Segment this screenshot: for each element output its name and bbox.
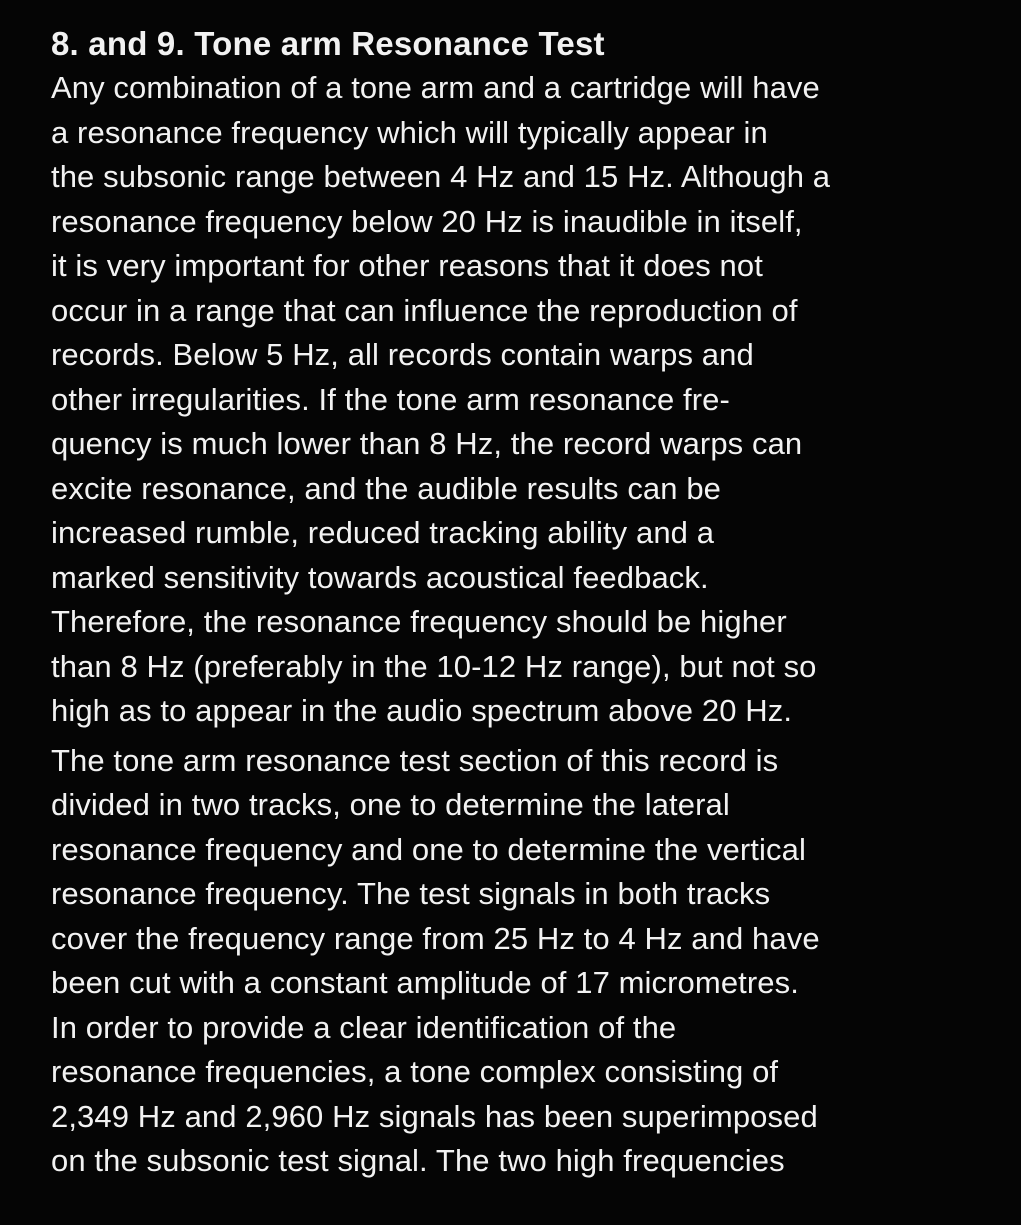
text-line: than 8 Hz (preferably in the 10-12 Hz range), but not so xyxy=(51,648,817,684)
text-line: it is very important for other reasons that it does not xyxy=(51,248,763,283)
text-line: quency is much lower than 8 Hz, the record warps can xyxy=(51,426,803,461)
text-line: high as to appear in the audio spectrum above 20 Hz. xyxy=(51,693,793,728)
text-line: Therefore, the resonance frequency should be higher xyxy=(51,604,787,639)
text-line: resonance frequency. The test signals in both tracks xyxy=(51,876,771,911)
text-line: the subsonic range between 4 Hz and 15 Hz. Although a xyxy=(51,159,831,194)
text-line: excite resonance, and the audible results can be xyxy=(51,470,722,506)
text-line: resonance frequencies, a tone complex consisting of xyxy=(51,1054,779,1089)
text-line: divided in two tracks, one to determine the lateral xyxy=(51,787,730,822)
text-line: 2,349 Hz and 2,960 Hz signals has been superimposed xyxy=(51,1098,818,1134)
document-page xyxy=(51,22,1001,1184)
text-line: marked sensitivity towards acoustical feedback. xyxy=(51,559,709,595)
text-line: resonance frequency and one to determine the vertical xyxy=(51,831,806,867)
text-line: occur in a range that can influence the reproduction of xyxy=(51,292,798,328)
text-line: cover the frequency range from 25 Hz to 4 Hz and have xyxy=(51,920,820,956)
section-heading: 8. and 9. Tone arm Resonance Test xyxy=(51,25,605,62)
text-line: The tone arm resonance test section of this record is xyxy=(51,742,779,778)
text-line: In order to provide a clear identification of the xyxy=(51,1009,677,1045)
text-line: resonance frequency below 20 Hz is inaudible in itself, xyxy=(51,203,803,239)
text-line: Any combination of a tone arm and a cartridge will have xyxy=(51,70,820,105)
text-line: a resonance frequency which will typically appear in xyxy=(51,114,768,150)
text-line: records. Below 5 Hz, all records contain warps and xyxy=(51,337,754,372)
text-line: increased rumble, reduced tracking ability and a xyxy=(51,515,715,550)
text-line: been cut with a constant amplitude of 17 micrometres. xyxy=(51,965,799,1000)
text-line: other irregularities. If the tone arm resonance fre- xyxy=(51,381,730,417)
text-line: on the subsonic test signal. The two high frequencies xyxy=(51,1143,785,1178)
paragraph-test-section xyxy=(51,739,1001,1184)
paragraph-intro xyxy=(51,66,1001,734)
